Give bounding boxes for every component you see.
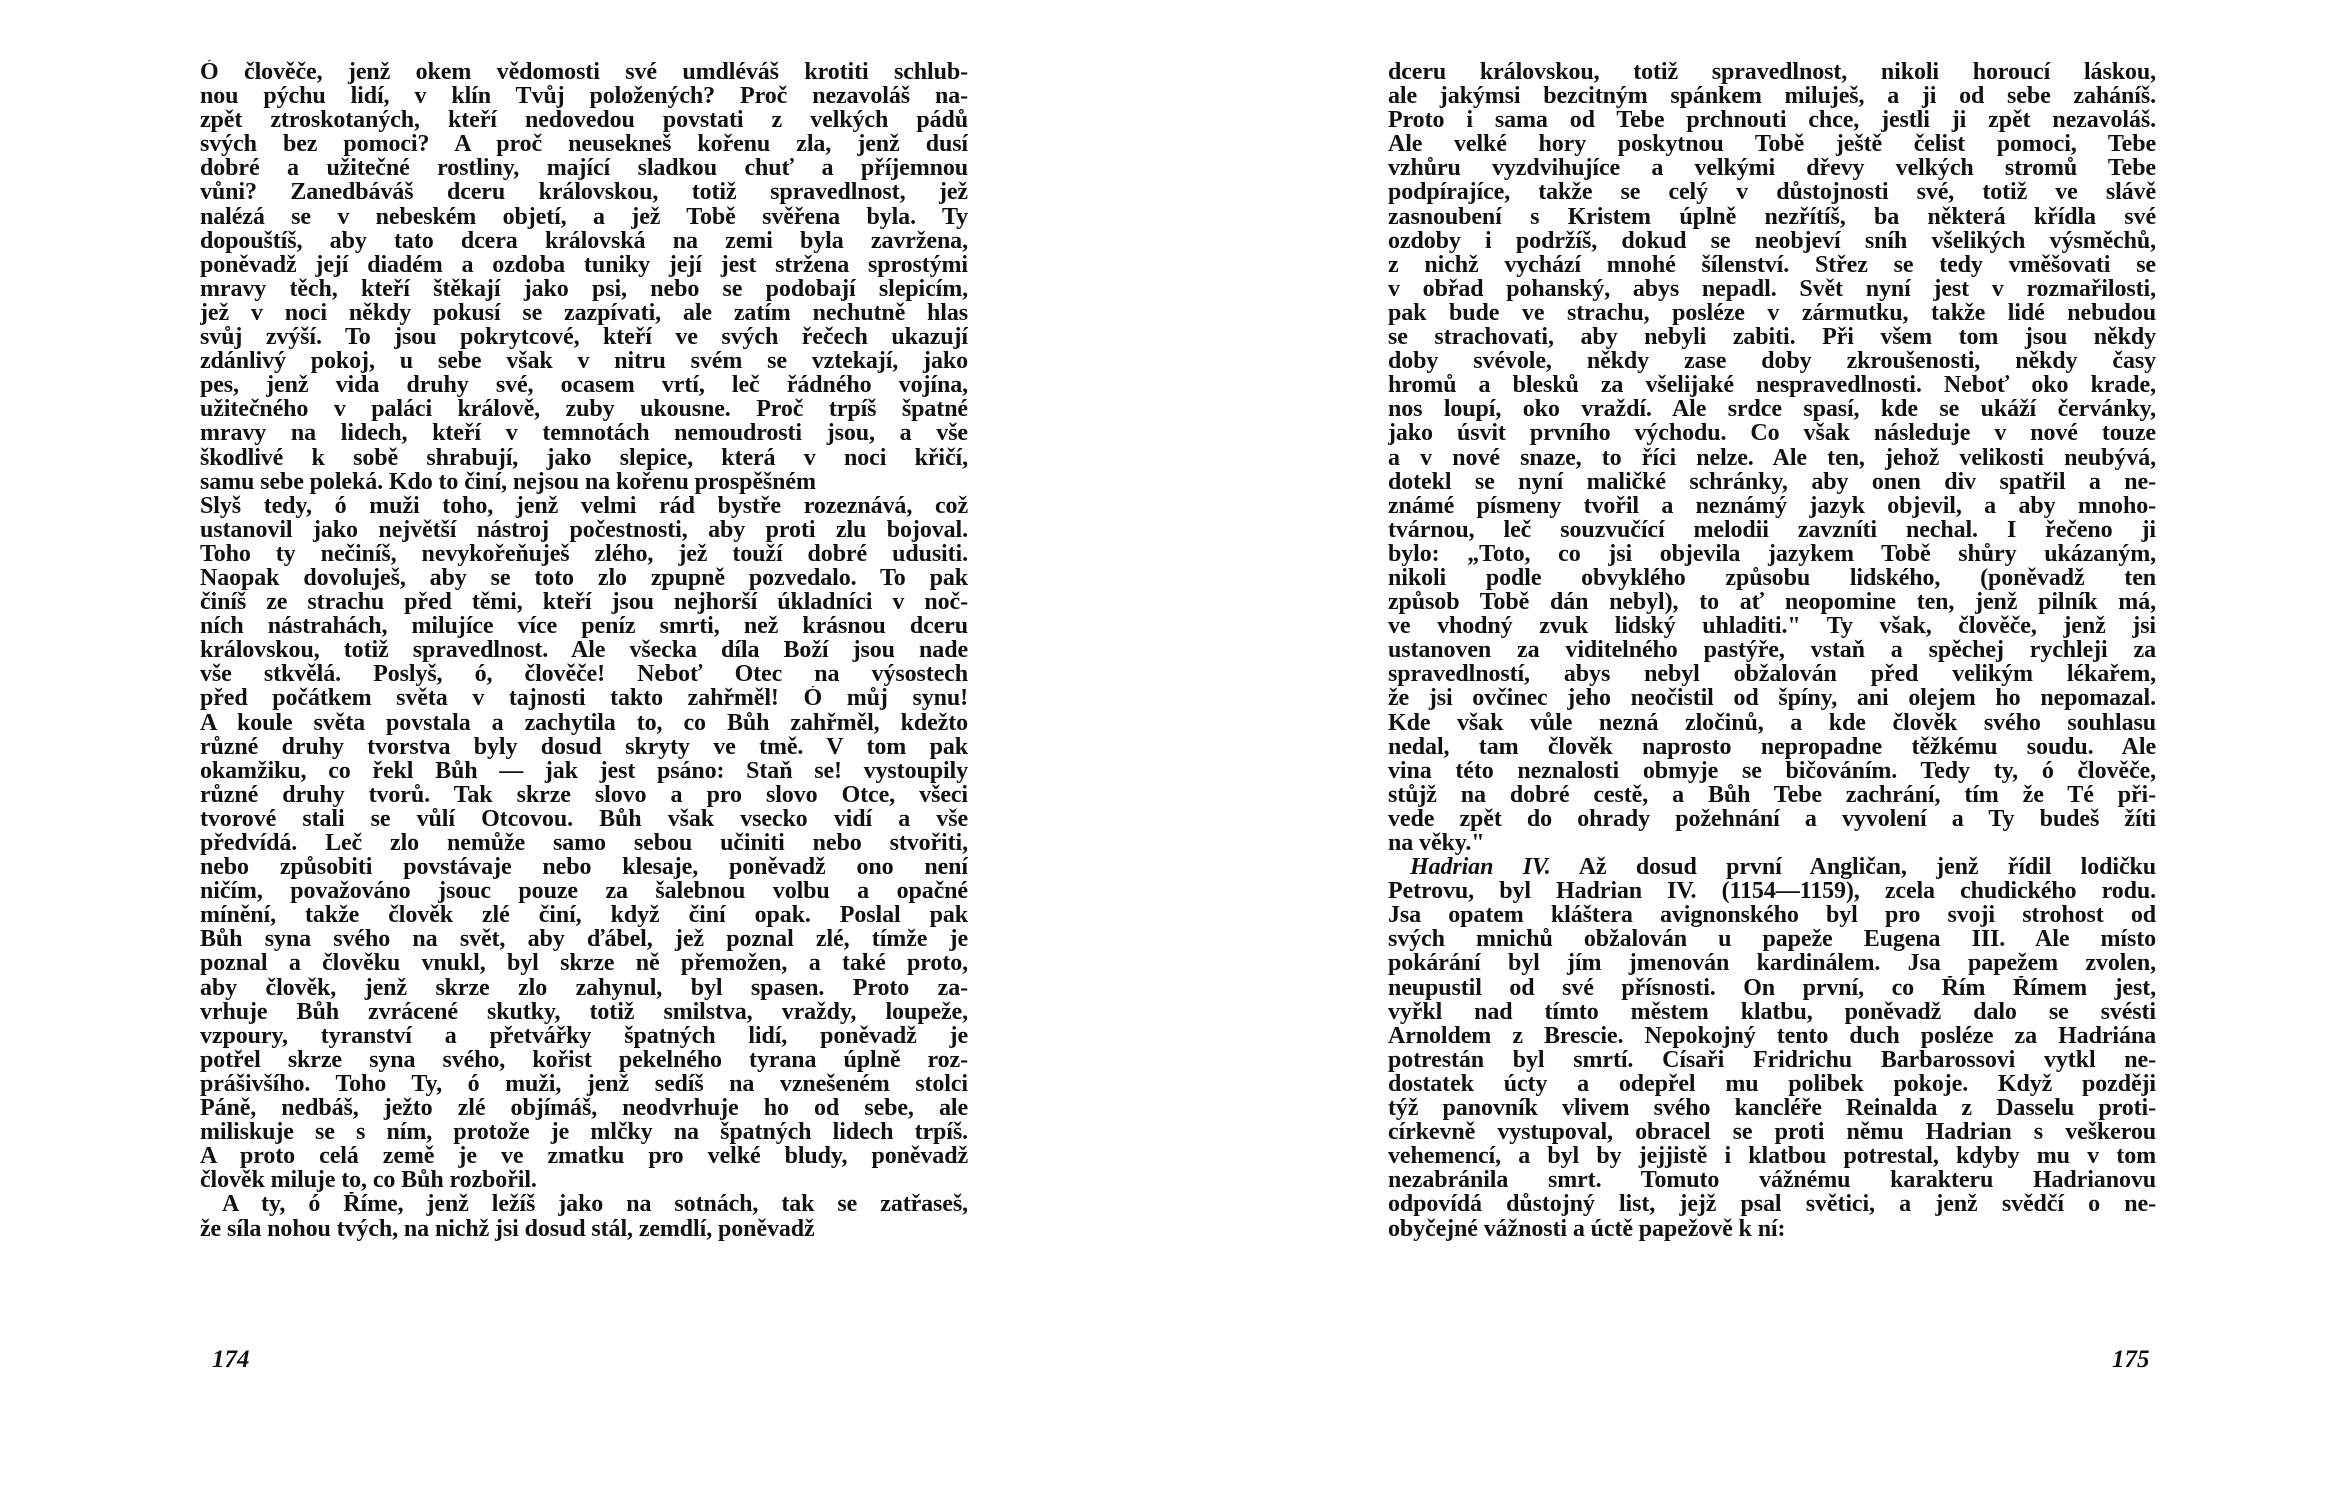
text-line: ustanovil jako největší nástroj počestnosti, aby proti zlu bojoval.: [200, 517, 968, 542]
text-line: různé druhy tvorstva byly dosud skryty ve tmě. V tom pak: [200, 734, 968, 759]
text-line: člověk miluje to, co Bůh rozbořil.: [200, 1168, 537, 1193]
text-line: Páně, nedbáš, ježto zlé objímáš, neodvrhuje ho od sebe, ale: [200, 1096, 968, 1121]
text-line: pes, jenž vida druhy své, ocasem vrtí, leč řádného vojína,: [200, 373, 968, 398]
text-line: tvárnou, leč souzvučící melodii zavzníti nechal. I řečeno ji: [1388, 517, 2156, 542]
text-line: známé písmeny tvořil a neznámý jazyk objevil, a aby mnoho-: [1388, 493, 2156, 518]
text-line: že síla nohou tvých, na nichž jsi dosud stál, zemdlí, poněvadž: [200, 1216, 815, 1241]
text-line: dotekl se nyní maličké schránky, aby onen div spatřil a ne-: [1388, 469, 2156, 494]
text-line: potřel skrze syna svého, kořist pekelného tyrana úplně roz-: [200, 1047, 968, 1072]
text-line: pokárání byl jím jmenován kardinálem. Jsa papežem zvolen,: [1388, 951, 2156, 976]
text-line: nos loupí, oko vraždí. Ale srdce spasí, kde se ukáží červánky,: [1388, 397, 2156, 422]
text-line: hromů a blesků za všelijaké nespravedlnosti. Neboť oko krade,: [1388, 373, 2156, 398]
text-line: ve vhodný zvuk lidský uhladiti." Ty však, člověče, jenž jsi: [1388, 614, 2156, 639]
text-line: spravedlností, abys nebyl obžalován před velikým lékařem,: [1388, 662, 2156, 687]
text-line: církevně vystupoval, obracel se proti němu Hadrian s veškerou: [1388, 1120, 2156, 1145]
text-line: Slyš tedy, ó muži toho, jenž velmi rád bystře rozeznává, což: [200, 493, 968, 518]
text-line: vzpoury, tyranství a přetvářky špatných lidí, poněvadž je: [200, 1023, 968, 1048]
text-line: Jsa opatem kláštera avignonského byl pro svoji strohost od: [1388, 903, 2156, 928]
text-line: vrhuje Bůh zvrácené skutky, totiž smilstva, vraždy, loupeže,: [200, 999, 968, 1024]
text-line: poznal a člověku vnukl, byl skrze ně přemožen, a také proto,: [200, 951, 968, 976]
text-line: předvídá. Leč zlo nemůže samo sebou učiniti nebo stvořiti,: [200, 831, 968, 856]
text-line: vzhůru vyzdvihujíce a velkými dřevy velkých stromů Tebe: [1388, 156, 2156, 181]
text-line: Proto i sama od Tebe prchnouti chce, jestli ji zpět nezavoláš.: [1388, 108, 2156, 133]
text-line: zasnoubení s Kristem úplně nezřítíš, ba některá křídla své: [1388, 204, 2156, 229]
text-line: aby člověk, jenž skrze zlo zahynul, byl spasen. Proto za-: [200, 975, 968, 1000]
text-line: dobré a užitečné rostliny, mající sladkou chuť a příjemnou: [200, 156, 968, 181]
text-line: vehemencí, a byl by jejjistě i klatbou potrestal, kdyby mu v tom: [1388, 1144, 2156, 1169]
text-line: mínění, takže člověk zlé činí, když činí opak. Poslal pak: [200, 903, 968, 928]
text-line: bylo: „Toto, co jsi objevila jazykem Tobě shůry ukázaným,: [1388, 541, 2156, 566]
left-page-text: [200, 60, 968, 1241]
text-line: obyčejné vážnosti a úctě papežově k ní:: [1388, 1216, 1786, 1241]
text-line: škodlivé k sobě shrabují, jako slepice, která v noci křičí,: [200, 445, 968, 470]
text-line: doby svévole, někdy zase doby zkroušenosti, někdy časy: [1388, 349, 2156, 374]
text-line: poněvadž její diadém a ozdoba tuniky její jest stržena sprostými: [200, 252, 968, 277]
left-page: [200, 60, 968, 1373]
text-line: A proto celá země je ve zmatku pro velké bludy, poněvadž: [200, 1144, 968, 1169]
text-line: ale jakýmsi bezcitným spánkem miluješ, a ji od sebe zaháníš.: [1388, 84, 2156, 109]
text-line: že jsi ovčinec jeho neočistil od špíny, ani olejem ho nepomazal.: [1388, 686, 2156, 711]
text-line: Kde však vůle nezná zločinů, a kde člověk svého souhlasu: [1388, 710, 2156, 735]
text-line: nikoli podle obvyklého způsobu lidského, (poněvadž ten: [1388, 565, 2156, 591]
right-page-number: 175: [2112, 1346, 2150, 1373]
right-page-text: [1388, 60, 2156, 1241]
text-line: dceru královskou, totiž spravedlnost, nikoli horoucí láskou,: [1388, 60, 2156, 85]
text-line: z nichž vychází mnohé šílenství. Střez se tedy vměšovati se: [1388, 252, 2156, 277]
text-line: dostatek úcty a odepřel mu polibek pokoje. Když později: [1388, 1071, 2156, 1097]
text-line: svých bez pomoci? A proč neusekneš kořenu zla, jenž dusí: [200, 132, 968, 157]
text-line: okamžiku, co řekl Bůh — jak jest psáno: Staň se! vystoupily: [200, 758, 968, 783]
text-line: ozdoby i podržíš, dokud se neobjeví sníh všelikých výsměchů,: [1388, 228, 2156, 253]
text-line: svých mnichů obžalován u papeže Eugena III. Ale místo: [1388, 927, 2156, 952]
text-line: Bůh syna svého na svět, aby ďábel, jež poznal zlé, tímže je: [200, 927, 968, 952]
text-line: vina této neznalosti obmyje se bičováním. Tedy ty, ó člověče,: [1388, 758, 2156, 783]
text-line: dopouštíš, aby tato dcera královská na zemi byla zavržena,: [200, 228, 968, 253]
text-line: mravy těch, kteří štěkají jako psi, nebo se podobají slepicím,: [200, 276, 968, 301]
text-line: různé druhy tvorů. Tak skrze slovo a pro slovo Otce, všeci: [200, 782, 968, 807]
text-line: ustanoven za viditelného pastýře, vstaň a spěchej rychleji za: [1388, 638, 2156, 663]
text-line: pak bude ve strachu, posléze v zármutku, takže lidé nebudou: [1388, 300, 2156, 326]
text-line: nezabránila smrt. Tomuto vážnému karakteru Hadrianovu: [1388, 1168, 2156, 1193]
right-page: [1388, 60, 2156, 1373]
text-line: A koule světa povstala a zachytila to, co Bůh zahřměl, kdežto: [200, 710, 968, 735]
text-line: stůjž na dobré cestě, a Bůh Tebe zachrání, tím že Té při-: [1388, 782, 2156, 807]
text-line: Petrovu, byl Hadrian IV. (1154—1159), zcela chudického rodu.: [1388, 879, 2156, 904]
text-line: vše stkvělá. Poslyš, ó, člověče! Neboť Otec na výsostech: [200, 662, 968, 687]
text-line: vůni? Zanedbáváš dceru královskou, totiž spravedlnost, jež: [200, 180, 968, 205]
text-line: činíš ze strachu před těmi, kteří jsou nejhorší úkladníci v noč-: [200, 590, 968, 615]
text-line: mravy na lidech, kteří v temnotách nemoudrosti jsou, a vše: [200, 421, 968, 446]
text-line: svůj zvýší. To jsou pokrytcové, kteří ve svých řečech ukazují: [200, 325, 968, 350]
text-line: Ale velké hory poskytnou Tobě ještě čelist pomoci, Tebe: [1388, 132, 2156, 157]
text-line: užitečného v paláci králově, zuby ukousne. Proč trpíš špatné: [200, 397, 968, 422]
text-line: A ty, ó Říme, jenž ležíš jako na sotnách, tak se zatřaseš,: [222, 1192, 968, 1217]
left-page-number: 174: [212, 1346, 250, 1373]
text-line: prášivšího. Toho Ty, ó muži, jenž sedíš na vznešeném stolci: [200, 1071, 968, 1097]
text-line: v obřad pohanský, abys nepadl. Svět nyní jest v rozmařilosti,: [1388, 276, 2156, 301]
text-line: neupustil od své přísnosti. On první, co Řím Římem jest,: [1388, 975, 2156, 1000]
text-line: miliskuje se s ním, protože je mlčky na špatných lidech trpíš.: [200, 1120, 968, 1145]
text-line: královskou, totiž spravedlnost. Ale všecka díla Boží jsou nade: [200, 638, 968, 663]
text-line: ničím, považováno jsouc pouze za šalebnou volbu a opačné: [200, 879, 968, 904]
text-line: zpět ztroskotaných, kteří nedovedou povstati z velkých pádů: [200, 108, 968, 133]
text-line: Toho ty nečiníš, nevykořeňuješ zlého, jež touží dobré udusiti.: [200, 541, 968, 566]
text-line: nedal, tam člověk naprosto nepropadne těžkému soudu. Ale: [1388, 734, 2156, 759]
text-line: odpovídá důstojný list, jejž psal světici, a jenž svědčí o ne-: [1388, 1192, 2156, 1217]
text-line: zdánlivý pokoj, u sebe však v nitru svém se vztekají, jako: [200, 349, 968, 374]
text-line: nebo způsobiti povstávaje nebo klesaje, poněvadž ono není: [200, 855, 968, 880]
text-line: podpírajíce, takže se celý v důstojnosti své, totiž ve slávě: [1388, 180, 2156, 205]
text-line: nalézá se v nebeském objetí, a jež Tobě svěřena byla. Ty: [200, 204, 968, 229]
text-line: způsob Tobě dán nebyl), to ať neopomine ten, jenž pilník má,: [1388, 590, 2156, 615]
text-line: vede zpět do ohrady požehnání a vyvolení a Ty budeš žíti: [1388, 806, 2156, 831]
text-line: tvorové stali se vůlí Otcovou. Bůh však vsecko vidí a vše: [200, 806, 968, 831]
text-line: jež v noci někdy pokusí se zazpívati, ale zatím nechutně hlas: [200, 300, 968, 326]
text-line: Ó člověče, jenž okem vědomosti své umdléváš krotiti schlub-: [200, 60, 968, 85]
text-line: Arnoldem z Brescie. Nepokojný tento duch posléze za Hadriána: [1388, 1023, 2156, 1048]
text-line: se strachovati, aby nebyli zabiti. Při všem tom jsou někdy: [1388, 325, 2156, 350]
text-line: ních nástrahách, milujíce více peníz smrti, než krásnou dceru: [200, 614, 968, 639]
text-line: Naopak dovoluješ, aby se toto zlo zpupně pozvedalo. To pak: [200, 565, 968, 591]
text-line: jako úsvit prvního východu. Co však následuje v nové touze: [1388, 421, 2156, 446]
text-line: a v nové snaze, to říci nelze. Ale ten, jehož velikosti neubývá,: [1388, 445, 2156, 470]
text-line: týž panovník vlivem svého kancléře Reinalda z Dasselu proti-: [1388, 1096, 2156, 1121]
text-line: před počátkem světa v tajnosti takto zahřměl! Ó můj synu!: [200, 686, 968, 711]
text-line: Hadrian IV. Až dosud první Angličan, jenž řídil lodičku: [1410, 855, 2156, 880]
text-line: samu sebe poleká. Kdo to činí, nejsou na kořenu prospěšném: [200, 469, 816, 494]
text-line: nou pýchu lidí, v klín Tvůj položených? Proč nezavoláš na-: [200, 84, 968, 109]
text-line: na věky.": [1388, 831, 1485, 856]
text-line: potrestán byl smrtí. Císaři Fridrichu Barbarossovi vytkl ne-: [1388, 1047, 2156, 1072]
text-line: vyřkl nad tímto městem klatbu, poněvadž dalo se svésti: [1388, 999, 2156, 1024]
